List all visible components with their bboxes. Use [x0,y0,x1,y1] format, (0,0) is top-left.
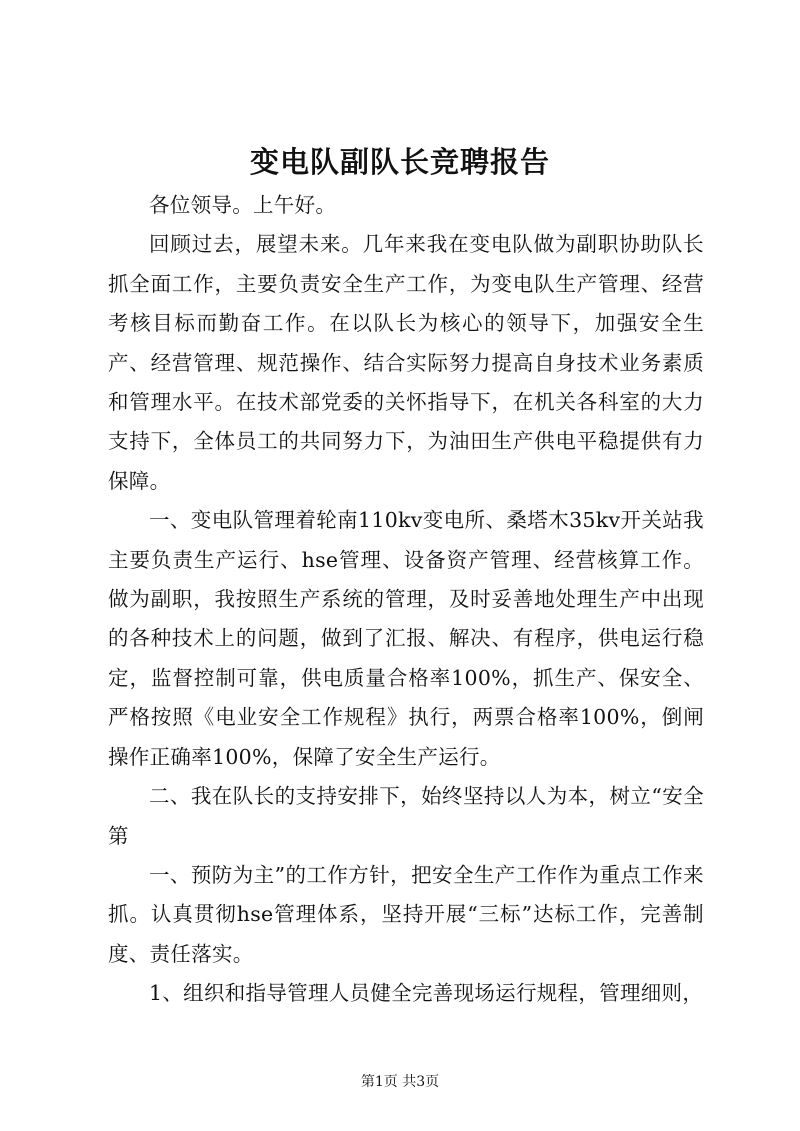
document-title: 变电队副队长竞聘报告 [249,145,550,179]
paragraph-review: 回顾过去，展望未来。几年来我在变电队做为副职协助队长抓全面工作，主要负责安全生产工作，为变电队生产管理、经营考核目标而勤奋工作。在以队长为核心的领导下，加强安全生产、经营管理、规范操作、结合实际努力提高自身技术业务素质和管理水平。在技术部党委的关怀指导下，在机关各科室的大力支持下，全体员工的共同努力下，为油田生产供电平稳提供有力保障。 [108,232,704,493]
paragraph-safety-policy: 一、预防为主”的工作方针，把安全生产工作作为重点工作来抓。认真贯彻hse管理体系，坚持开展“三标”达标工作，完善制度、责任落实。 [108,862,704,966]
paragraph-section-two: 二、我在队长的支持安排下，始终坚持以人为本，树立“安全第 [108,784,704,848]
paragraph-greeting: 各位领导。上午好。 [149,193,337,217]
page-footer: 第1页 共3页 [360,1074,440,1090]
paragraph-item-one: 1、组织和指导管理人员健全完善现场运行规程，管理细则， [149,981,704,1006]
document-body [108,186,704,1014]
paragraph-section-one: 一、变电队管理着轮南110kv变电所、桑塔木35kv开关站我主要负责生产运行、hse管理、设备资产管理、经营核算工作。做为副职，我按照生产系统的管理，及时妥善地处理生产中出现的各种技术上的问题，做到了汇报、解决、有程序，供电运行稳定，监督控制可靠，供电质量合格率100%，抓生产、保安全、严格按照《电业安全工作规程》执行，两票合格率100%，倒闸操作正确率100%，保障了安全生产运行。 [108,508,704,769]
